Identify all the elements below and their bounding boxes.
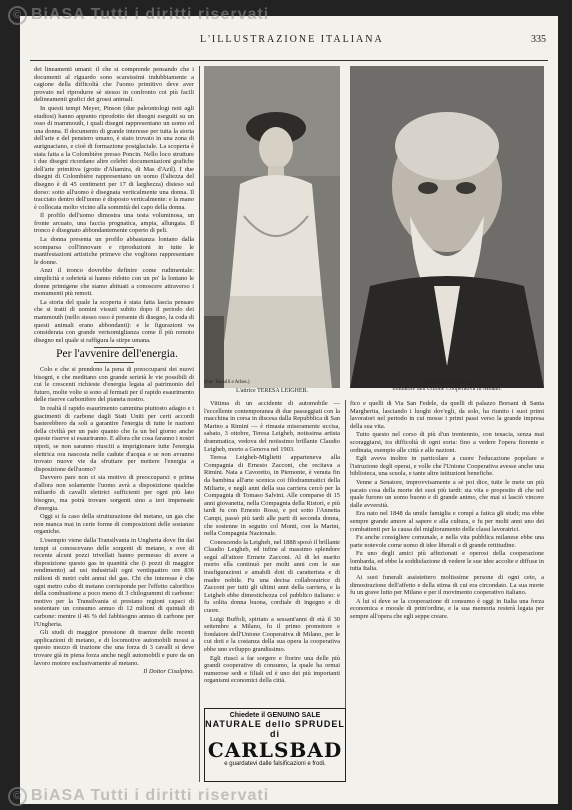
paragraph: In questi tempi Meyer, Pinson (due paleontologi noti agli studiosi) hanno appunto riprodotto dei disegni eseguiti su un osso di mammouth, i quali disegni rappresentano un uomo ed una donna. Il documento di grande interesse per tutta la storia dell'arte e del pensiero umano, è stato trovato in una zona di aurignaciano, e cioè di formazione postglaciale. La scoperta è stata fatta a la Colombière presso Poncin. Nello loco strutture i due disegni ricordano altre celebri documentazioni grafiche dell'arte primitiva (grotte d'Altamira, di Mas d'Azil). I due disegni di Colombière rappresentano un uomo (l'altezza del disegno è di 45 centimetri per 17 di larghezza) disteso sul dorso: sotto all'uomo è disegnata verticalmente una donna. Il tracciato dentro dell'uomo è disposto verticalmente: e la mano è collocata molto vicino alla sommità del capo della donna. <box>34 104 194 211</box>
caption-left <box>204 380 340 394</box>
paragraph: Teresa Leigheb-Miglietti apparteneva alla Compagnia di Ernesto Zacconi, che recitava a Rimini. Nata a Cavoretto, in Piemonte, è venuta fin da bambina all'arte scenica coi filodrammatici della Miliarte, e negli anni della sua carriera cercò per la Compagnia di Tomaso Salvini. Alle comparse di 15 anni giovanetta, nella Compagnia della Ristori, e più tardi fu con Ernesto Rossi, e poi sotto l'Annetta Campi, passò più tardi alle parti di seconda donna, che sostenne in seguito col Monti, con la Marini, nella Compagnia Nazionale. <box>204 454 340 538</box>
paragraph: Era nato nel 1848 da umile famiglia e compì a fatica gli studi; ma ebbe sempre grande amore al sapere e alla cultura, e fu per molti anni uno dei combattenti per la causa del miglioramento delle classi lavoratrici. <box>350 510 544 533</box>
paragraph: L'esempio viene dalla Transilvania in Ungheria dove fin dai tempi si conoscevano delle sorgenti di metano, e ove di recente alcuni pozzi trivellati hanno permesso di avere a disposizione questo gas in quantità che (i pozzi di maggior rendimento) ad usi industriali ogni ventiquattro ore 836 milioni di metri cubi annui del gas. Chi che interesse è che ogni metro cubo di metano corrisponde per l'effetto calorifico della combustione a poco meno di 3 chilogrammi di carbone: motivo per la Transilvania si prestano regioni capaci di sostentare un consumo annuo di 12 milioni di quintali di carbone: mentre il 46 % del fabbisogno annuo di carbone per l'Ungheria. <box>34 537 194 628</box>
caption-right <box>350 380 544 392</box>
copyright-icon: © <box>8 787 27 806</box>
running-header <box>20 30 558 50</box>
paragraph: Egli aveva inoltre in particolare a cuore l'educazione popolare e l'istruzione degli operai, e volle che l'Unione Cooperativa avesse anche una biblioteca, una scuola, e tante altre istituzioni benefiche. <box>350 455 544 478</box>
photo-teresa-leigheb <box>204 66 340 388</box>
watermark-top <box>8 6 269 25</box>
ad-line-4: e guardatevi dalle falsificazioni e frodi. <box>224 761 326 767</box>
paragraph: dei lineamenti umani: il che si comprende pensando che i documenti al riguardo sono scarsissimi indubbiamente a cagione della difficoltà che l'uomo primitivo deve aver provato nel riprodurre sè stesso in confronto coi più facili delineamenti grafici dei grossi animali. <box>34 66 194 104</box>
carlsbad-advertisement <box>204 708 346 782</box>
header-rule <box>30 60 548 61</box>
section-divider <box>94 362 134 363</box>
paragraph: Il profilo dell'uomo dimostra una testa voluminosa, un fronte arcuato, una faccia prognatica, ampia, allungata. Il tronco è disegnato abbondantemente coperto di peli. <box>34 212 194 235</box>
signature: Il Dottor Cisalpino. <box>143 668 194 676</box>
caption-text: L'attrice TERESA LEIGHEB. <box>235 388 309 394</box>
paragraph: Oggi si fa caso della strutturazione del metano, un gas che non manca mai in certe forme di composizioni delle sostanze organiche. <box>34 513 194 536</box>
caption-text: fondatore dell'Unione Cooperativa in Milano. <box>392 386 502 392</box>
paragraph: Conoscendo la Leigheb, nel 1888 sposò il brillante Claudio Leigheb, ed infine al massimo splendore seguì all'attore Ermete Zacconi. Al di lei marito morto ella continuò per molti anni con le sue trasfigurazioni e amabili doti di caratterista e di madre nobile. Fu una decisa collaboratrice di Zacconi per tutti gli ultimi anni della carriera, e la Leigheb ebbe dimestichezza col pubblico italiano: e fu solita donna buona, cordiale di ingegno e di cuore. <box>204 538 340 615</box>
ad-line-1: Chiedete il GENUINO SALE <box>229 712 321 719</box>
paragraph: Colo e che si prendono la pena di preoccuparsi dei nuovi bisogni, e che meditano con grande serietà le vie possibili di cui le crescenti richieste d'energia legata al patrimonio del futuro, molte volte si sono al fermati per il rapido esaurimento delle riserve carbonifere del pianeta nostro. <box>34 365 194 404</box>
paragraph: Anzi il tronco dovrebbe definire come rudimentale: simplicità e sobrietà si hanno ridotto con un po' la lontano le donne primigene che siamo abituati a conoscere attraverso i monumenti più remoti. <box>34 267 194 298</box>
paragraph: Egli riuscì a far sorgere e fiorire una delle più grandi cooperative di consumo, la quale ha ormai numerose sedi e filiali ed è uno dei più importanti organismi economici della città. <box>204 654 340 685</box>
paragraph: A lui si deve se la cooperazione di consumo è oggi in Italia una forza economica e morale di prim'ordine, e la sua memoria resterà legata per sempre all'opera che egli seppe creare. <box>350 597 544 621</box>
ad-brand: CARLSBAD <box>207 738 343 762</box>
column-2 <box>204 400 340 704</box>
paragraph: Ai suoi funerali assistettero moltissime persone di ogni ceto, a dimostrazione dell'affetto e della stima di cui era circondato. La sua morte fu un grave lutto per Milano e per il movimento cooperativo italiano. <box>350 574 544 597</box>
paragraph: fico e quelli di Via San Fedele, da quelli di palazzo Borsani di Santa Margherita, lasciando i luoghi dov'egli, da solo, ha riunito i suoi primi lavoratori nel periodo in cui mosse i primi passi verso la grande impresa della sua vita. <box>350 400 544 430</box>
journal-title: L'ILLUSTRAZIONE ITALIANA <box>200 34 384 45</box>
paragraph: La storia del quale la scoperta è stata fatta lascia pensare che si tratti di uomini vissuti subito dopo il periodo dei mammouth (nello stesso osso è presente di disegno, la coda di questi animali erano abbondanti): e le figurazioni va considerata con grande verisomiglianza come il più remoto disegno nel quale si raffigura la stirpe umana. <box>34 298 194 344</box>
column-divider <box>199 66 200 782</box>
paragraph: Gli studi di maggior pressione di traenze delle recenti applicazioni di metano, e di locomotive automobili mossi a questo mezzo di trazione che una forza di 3 cavalli si deve trovare già in piena forza anche negli automobili e pure da un lavoro motore esclusivamente al metano. <box>34 629 194 667</box>
copyright-icon: © <box>8 6 27 25</box>
watermark-bottom <box>8 787 269 806</box>
paragraph: Tutto questo nel corso di più d'un trentennio, con tenacia, senza mai scoraggiarsi, tra difficoltà di ogni sorta: fino a vedere l'opera fiorente e ordinata, esempio alle città e alle nazioni. <box>350 431 544 454</box>
paragraph: Venne a Senatore, improvvisamente a sè poi dice, tutte le mete un più pacato cosa della morte dei suoi più tardi: sta vita e proposito di che nel quale furono un uomo buono e di grande animo, che mai si lasciò vincere dalle avversità. <box>350 478 544 509</box>
ad-line-2: NATURALE dello SPRUDEL di <box>205 719 345 739</box>
paragraph: Fu anche consigliere comunale, e nella vita pubblica milanese ebbe una parte notevole come uomo di idee liberali e di grande rettitudine. <box>350 534 544 549</box>
page-number: 335 <box>531 34 546 45</box>
watermark-text: BiASA Tutti i diritti riservati <box>31 787 270 804</box>
photo-luigi-buffoli <box>350 66 544 388</box>
paragraph: La donna presenta un profilo abbastanza lontano dalla scomparsa coll'innovare e riproduzioni in tutte le manifestazioni artistiche primeve che vogliono rappresentare le donne. <box>34 236 194 266</box>
column-1 <box>34 66 194 782</box>
portrait-figure-icon <box>350 66 544 388</box>
paragraph: Vittima di un accidente di automobile — l'eccellente contemporanea di due passeggiati con la macchina in corsa in discesa dalla Repubblica di San Marino a Rimini — è rimasta miseramente uccisa, sabato, 3 ottobre, Teresa Leigheb, notissima artista drammatica, vedova del notissimo brillante Claudio Leigheb, morto a Genova nel 1903. <box>204 400 340 453</box>
portrait-figure-icon <box>204 66 340 388</box>
paragraph: Luigi Buffoli, spiriato a sessant'anni di età il 30 settembre a Milano, fu il primo promotore e fondatore dell'Unione Cooperativa di Milano, per le cui doti e la costanza della sua opera la cooperativa ebbe uno sviluppo grandissimo. <box>204 615 340 653</box>
paragraph: Davvero pare non ci sia motivo di preoccuparsi: e prima d'allora non solamente l'uomo avrà a disposizione qualche miliardo di cavalli elettrici sufficienti per ogni più lato bisogno, ma potrà trovare sorgenti sino a ieri impensate d'energia. <box>34 474 194 512</box>
photo-credit: (Fot. Tassulli e Arbes.) <box>204 380 250 385</box>
section-heading: Per l'avvenire dell'energia. <box>56 348 178 361</box>
caption-name: † LUIGI BUFFOLI, <box>422 380 472 386</box>
paragraph: Fu uno degli amici più affezionati e operosi della cooperazione lombarda, ed ebbe la soddisfazione di vedere le sue idee accolte e diffuse in tutta Italia. <box>350 550 544 573</box>
watermark-text: BiASA Tutti i diritti riservati <box>31 6 270 23</box>
column-3 <box>350 400 544 782</box>
paragraph: In realtà il rapido esaurimento cammina piuttosto adagio e i giacimenti di carbone dagli Stati Uniti per certi accordi basterebbero da soli a garantire l'energia di tutte le nazioni della civiltà per un paio quanto che fa un bel giorno anche queste riserve si esauriranno. E allora che cosa faranno i nostri nipoti, se non saranno riusciti a imprigionare tutte l'energia elettrica ora nascosta nelle cadute d'acqua e se non avranno trovato nuove vie da sfruttare per mettere l'energia a disposizione dell'uomo? <box>34 404 194 473</box>
